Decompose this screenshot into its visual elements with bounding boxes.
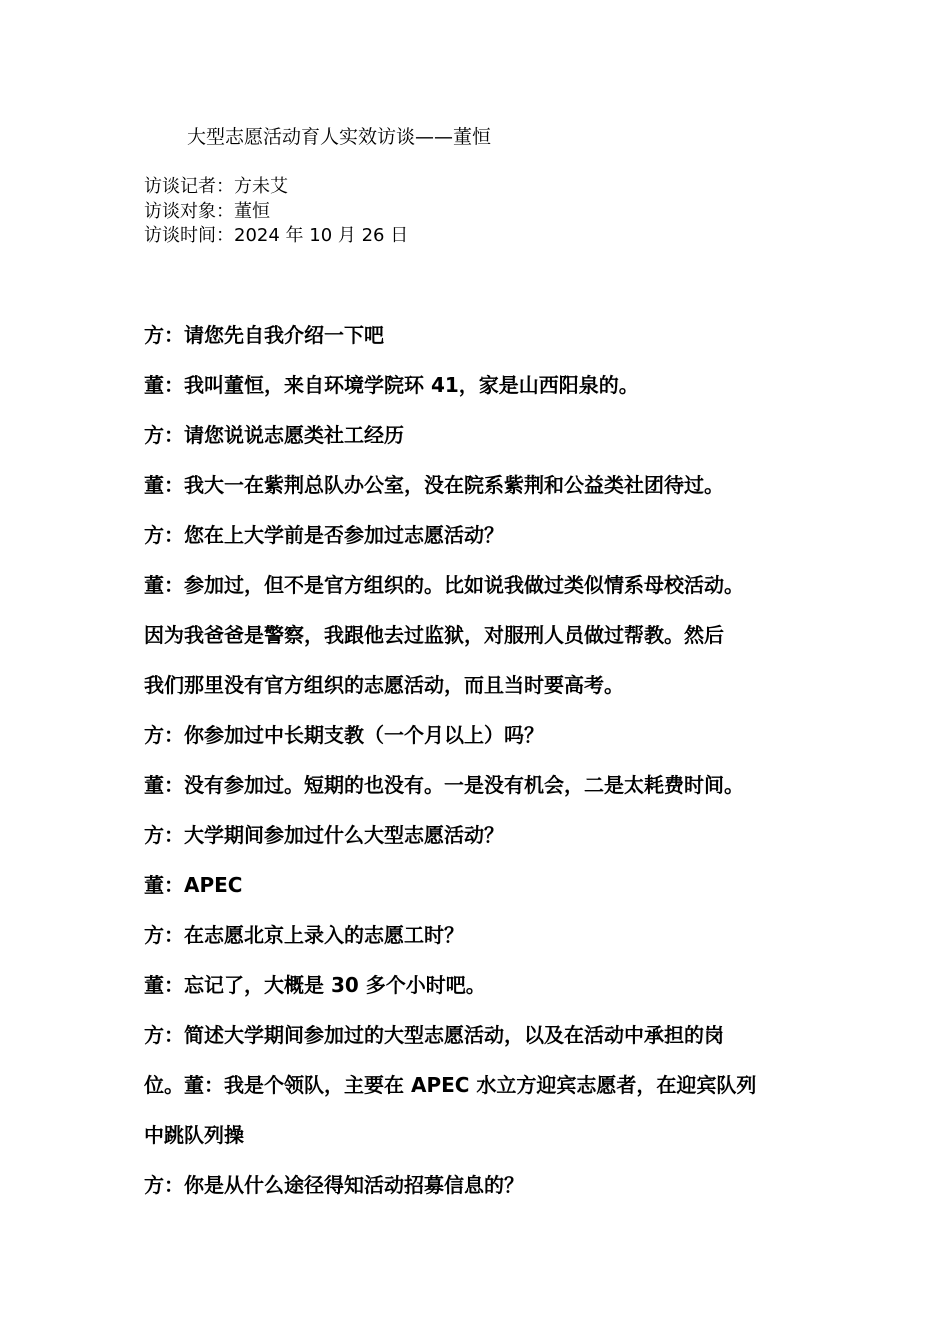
interview-dialogue [144, 310, 824, 1210]
dialogue-line: 方：您在上大学前是否参加过志愿活动？ [144, 523, 504, 547]
meta-reporter: 访谈记者：方未艾 [144, 176, 288, 197]
dialogue-line: 中跳队列操 [144, 1123, 244, 1147]
dialogue-line: 因为我爸爸是警察，我跟他去过监狱，对服刑人员做过帮教。然后 [144, 623, 724, 647]
meta-date: 访谈时间：2024 年 10 月 26 日 [144, 225, 409, 246]
dialogue-line: 董：我大一在紫荆总队办公室，没在院系紫荆和公益类社团待过。 [144, 473, 724, 497]
dialogue-line: 方：请您先自我介绍一下吧 [144, 323, 384, 347]
dialogue-line: 董：忘记了，大概是 30 多个小时吧。 [144, 973, 486, 997]
dialogue-line: 方：你是从什么途径得知活动招募信息的？ [144, 1173, 524, 1197]
dialogue-line: 方：你参加过中长期支教（一个月以上）吗？ [144, 723, 544, 747]
dialogue-line: 方：大学期间参加过什么大型志愿活动？ [144, 823, 504, 847]
dialogue-line: 我们那里没有官方组织的志愿活动，而且当时要高考。 [144, 673, 624, 697]
dialogue-line: 董：没有参加过。短期的也没有。一是没有机会，二是太耗费时间。 [144, 773, 744, 797]
dialogue-line: 董：APEC [144, 873, 243, 897]
meta-interviewee: 访谈对象：董恒 [144, 200, 270, 222]
interview-meta [144, 175, 408, 249]
document-title: 大型志愿活动育人实效访谈——董恒 [187, 126, 492, 148]
dialogue-line: 位。董：我是个领队，主要在 APEC 水立方迎宾志愿者，在迎宾队列 [144, 1073, 757, 1097]
dialogue-line: 董：我叫董恒，来自环境学院环 41，家是山西阳泉的。 [144, 373, 639, 397]
dialogue-line: 方：在志愿北京上录入的志愿工时？ [144, 923, 464, 947]
dialogue-line: 方：简述大学期间参加过的大型志愿活动，以及在活动中承担的岗 [144, 1023, 724, 1047]
dialogue-line: 董：参加过，但不是官方组织的。比如说我做过类似情系母校活动。 [144, 573, 744, 597]
dialogue-line: 方：请您说说志愿类社工经历 [144, 423, 404, 447]
